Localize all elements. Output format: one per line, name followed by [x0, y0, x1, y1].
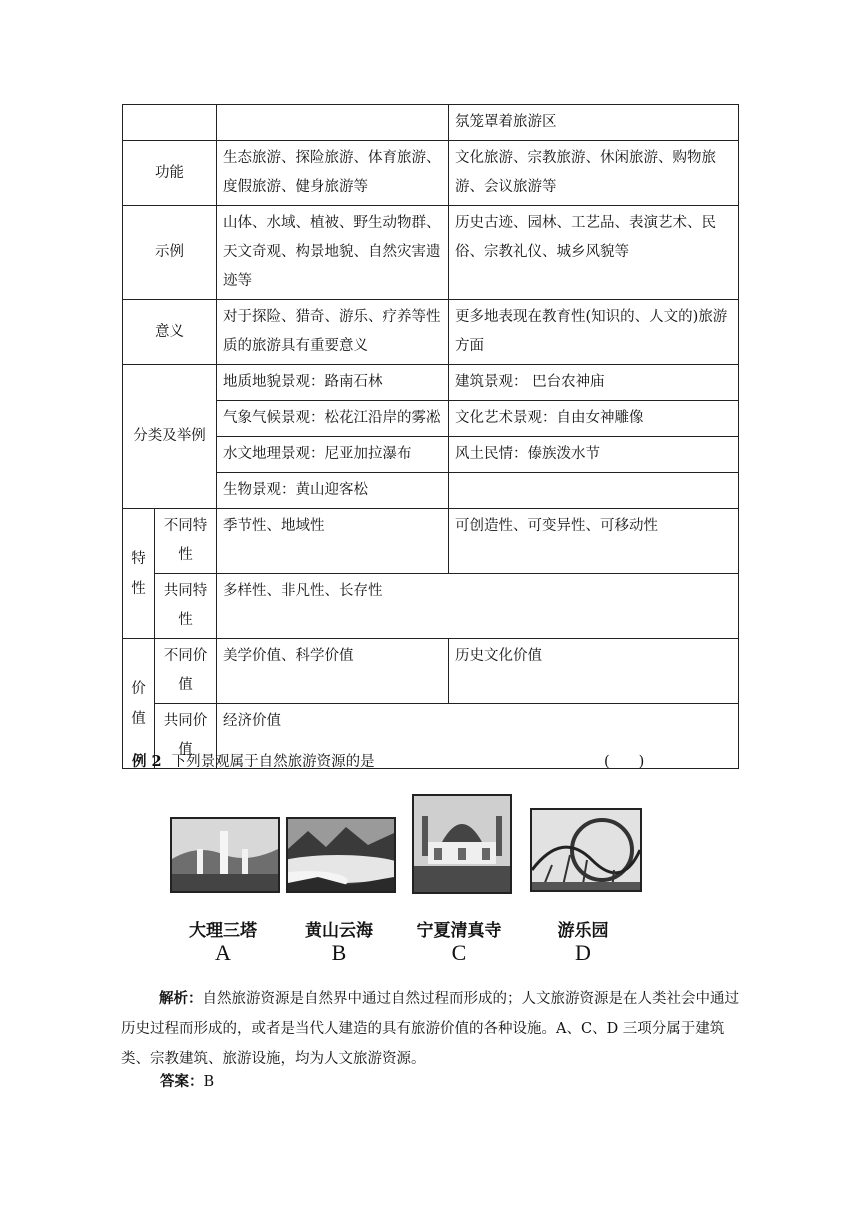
table-row	[123, 639, 739, 704]
analysis-text: 自然旅游资源是自然界中通过自然过程而形成的；人文旅游资源是在人类社会中通过历史过程而形成的，或者是当代人建造的具有旅游价值的各种设施。A、C、D 三项分属于建筑类、宗教建筑、旅游设施，均为人文旅游资源。	[121, 991, 739, 1067]
answer-label: 答案：	[160, 1074, 204, 1090]
table-cell: 美学价值、科学价值	[217, 639, 449, 704]
table-row	[123, 574, 739, 639]
picture-ningxia-mosque	[412, 794, 512, 894]
analysis-paragraph	[121, 984, 741, 1074]
answer-blank: ( )	[604, 754, 645, 770]
picture-dali-three-pagodas	[170, 817, 280, 893]
sub-label-common-value: 共同价值	[155, 704, 217, 769]
sub-label-diff-traits: 不同特性	[155, 509, 217, 574]
table-row	[123, 105, 739, 141]
table-cell: 气象气候景观：松花江沿岸的雾凇	[217, 401, 449, 437]
table-cell: 地质地貌景观：路南石林	[217, 365, 449, 401]
table-cell: 风土民情：傣族泼水节	[449, 437, 739, 473]
option-letter-c: C	[451, 940, 467, 965]
table-cell: 文化旅游、宗教旅游、休闲旅游、购物旅游、会议旅游等	[449, 141, 739, 206]
table-row	[123, 365, 739, 401]
table-row	[123, 509, 739, 574]
table-cell: 更多地表现在教育性(知识的、人文的)旅游方面	[449, 300, 739, 365]
table-cell: 经济价值	[217, 704, 739, 769]
picture-huangshan-sea-of-clouds	[286, 817, 396, 893]
table-cell	[217, 105, 449, 141]
table-cell: 可创造性、可变异性、可移动性	[449, 509, 739, 574]
row-label-traits: 特 性	[123, 509, 155, 639]
clouds-picture	[288, 819, 394, 891]
option-caption-d: 游乐园	[557, 921, 609, 941]
analysis-label: 解析：	[159, 991, 203, 1007]
option-caption-c: 宁夏清真寺	[416, 921, 502, 941]
row-label-function: 功能	[123, 141, 217, 206]
sub-label-diff-value: 不同价值	[155, 639, 217, 704]
option-caption-a: 大理三塔	[189, 921, 257, 941]
example-question-text: 下列景观属于自然旅游资源的是	[171, 754, 375, 770]
roller-coaster-picture	[532, 810, 640, 890]
table-cell: 建筑景观： 巴台农神庙	[449, 365, 739, 401]
table-cell: 历史文化价值	[449, 639, 739, 704]
table-cell: 历史古迹、园林、工艺品、表演艺术、民俗、宗教礼仪、城乡风貌等	[449, 206, 739, 300]
table-cell: 氛笼罩着旅游区	[449, 105, 739, 141]
table-row	[123, 141, 739, 206]
table-cell: 多样性、非凡性、长存性	[217, 574, 739, 639]
option-letter-a: A	[215, 940, 231, 965]
option-caption-b: 黄山云海	[305, 921, 373, 941]
sub-label-common-traits: 共同特性	[155, 574, 217, 639]
row-label-value: 价 值	[123, 639, 155, 769]
row-label-meaning: 意义	[123, 300, 217, 365]
table-cell: 生物景观：黄山迎客松	[217, 473, 449, 509]
table-cell: 水文地理景观：尼亚加拉瀑布	[217, 437, 449, 473]
table-cell	[449, 473, 739, 509]
table-cell: 季节性、地域性	[217, 509, 449, 574]
row-label-examples: 示例	[123, 206, 217, 300]
option-letter-d: D	[575, 940, 591, 965]
answer-value: B	[203, 1074, 215, 1090]
table-cell: 对于探险、猎奇、游乐、疗养等性质的旅游具有重要意义	[217, 300, 449, 365]
answer-line	[160, 1070, 214, 1091]
table-row	[123, 206, 739, 300]
picture-amusement-park	[530, 808, 642, 892]
table-cell: 生态旅游、探险旅游、体育旅游、度假旅游、健身旅游等	[217, 141, 449, 206]
table-cell: 山体、水域、植被、野生动物群、天文奇观、构景地貌、自然灾害遗迹等	[217, 206, 449, 300]
table-cell: 文化艺术景观：自由女神雕像	[449, 401, 739, 437]
row-label-classification: 分类及举例	[123, 365, 217, 509]
mosque-picture	[414, 796, 510, 892]
table-cell	[123, 105, 217, 141]
comparison-table	[122, 104, 739, 769]
example-question	[132, 750, 652, 771]
option-letter-b: B	[331, 940, 347, 965]
table-row	[123, 300, 739, 365]
example-label: 例 2	[132, 753, 162, 770]
pagoda-picture	[172, 819, 278, 891]
